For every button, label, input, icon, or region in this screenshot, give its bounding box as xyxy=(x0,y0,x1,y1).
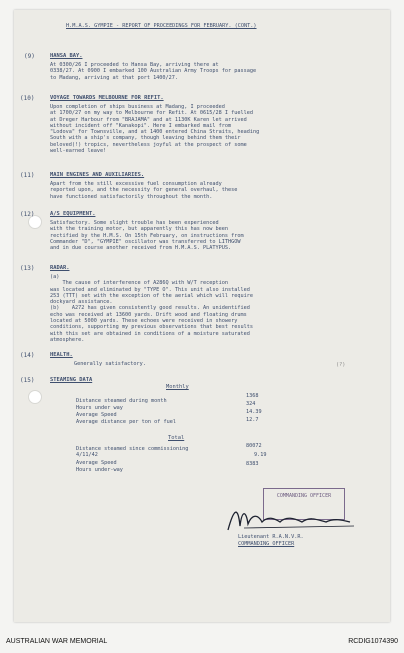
signature-rank: Lieutenant R.A.N.V.R. xyxy=(238,534,304,540)
monthly-row-label: Average distance per ton of fuel xyxy=(76,419,176,425)
section-11-heading: MAIN ENGINES AND AUXILIARIES. xyxy=(50,172,145,178)
total-row-value: 80072 xyxy=(246,443,262,449)
section-11-number: (11) xyxy=(20,172,35,179)
monthly-row-value: 1368 xyxy=(246,393,259,399)
monthly-row-label: Average Speed xyxy=(76,412,117,418)
section-14-heading: HEALTH. xyxy=(50,352,73,358)
section-10-number: (10) xyxy=(20,95,35,102)
total-row-value: 9.19 xyxy=(254,452,267,458)
section-9-text: At 0300/26 I proceeded to Hansa Bay, arriving there at 0338/27. At 0900 I embarked 100 Australian Army Troops for passage to Madang, arriving at that port 1400/27. xyxy=(50,62,257,81)
section-14-number: (14) xyxy=(20,352,35,359)
total-row-label: Hours under-way xyxy=(76,467,123,473)
footer-institution: AUSTRALIAN WAR MEMORIAL xyxy=(6,638,108,645)
section-13-text: (a) The cause of interference of A286Q with W/T reception was located and eliminated by "TYPE O". This unit also installed 253 (TTT) set with the exception of the aerial which will require dockyard assistance. (b) A272 has given consistently good results. An unidentified echo was received at 13600 yards. Drift wood and floating drums located at 5000 yards. These echoes were received in showery conditions, supporting my previous observations that best results with this set are obtained in conditions of a moisture saturated atmosphere. xyxy=(50,274,254,343)
total-row-value: 8383 xyxy=(246,461,259,467)
total-heading: Total xyxy=(168,435,185,441)
section-15-number: (15) xyxy=(20,377,35,384)
monthly-row-value: 14.39 xyxy=(246,409,262,415)
section-10-heading: VOYAGE TOWARDS MELBOURNE FOR REFIT. xyxy=(50,95,164,101)
section-12-number: (12) xyxy=(20,211,35,218)
monthly-row-label: Distance steamed during month xyxy=(76,398,167,404)
section-13-heading: RADAR. xyxy=(50,265,70,271)
document-title: H.M.A.S. GYMPIE - REPORT OF PROCEEDINGS FOR FEBRUARY. (CONT.) xyxy=(66,23,257,29)
monthly-row-value: 324 xyxy=(246,401,256,407)
section-10-text: Upon completion of ships business at Madang, I proceeded at 1700/27 on my way to Melbourne for Refit. At 0615/28 I fuelled at Dreger Harbour from "BRAJAMA" and at 1130K Karen let arrived without incident off "Kanakopi". Here I embarked mail from "Lodova" for Townsville, and at 1400 entered China Straits, heading South with a ship's company, though leaving behind them their beloved(!) tropics, nevertheless joyful at the prospect of some well-earned leave! xyxy=(50,104,260,155)
section-14-text: Generally satisfactory. xyxy=(74,361,146,367)
monthly-heading: Monthly xyxy=(166,384,189,390)
section-15-heading: STEAMING DATA xyxy=(50,377,93,383)
section-9-number: (9) xyxy=(24,53,35,60)
section-12-heading: A/S EQUIPMENT. xyxy=(50,211,96,217)
section-9-heading: HANSA BAY. xyxy=(50,53,83,59)
monthly-row-label: Hours under way xyxy=(76,405,123,411)
footer-record-id: RCDIG1074390 xyxy=(348,638,398,645)
section-13-number: (13) xyxy=(20,265,35,272)
section-11-text: Apart from the still excessive fuel consumption already reported upon, and the necessity for general overhaul, these have functioned satisfactorily throughout the month. xyxy=(50,181,238,200)
total-row-label: Distance steamed since commissioning 4/11/42 xyxy=(76,446,189,459)
stamp-text: COMMANDING OFFICER xyxy=(276,493,332,499)
signature-title: COMMANDING OFFICER xyxy=(238,541,295,547)
punch-hole-bottom xyxy=(28,390,42,404)
section-12-text: Satisfactory. Some slight trouble has been experienced with the training motor, but apparently this has now been rectified by the H.M.S. On 15th February, on instructions from Commander "D", "GYMPIE" oscillator was transferred to LITHGOW and in due course another received from H.M.A.S. PLATYPUS. xyxy=(50,220,244,252)
handwritten-signature xyxy=(224,500,364,534)
monthly-row-value: 12.7 xyxy=(246,417,259,423)
margin-mark: (?) xyxy=(336,362,346,368)
total-row-label: Average Speed xyxy=(76,460,117,466)
